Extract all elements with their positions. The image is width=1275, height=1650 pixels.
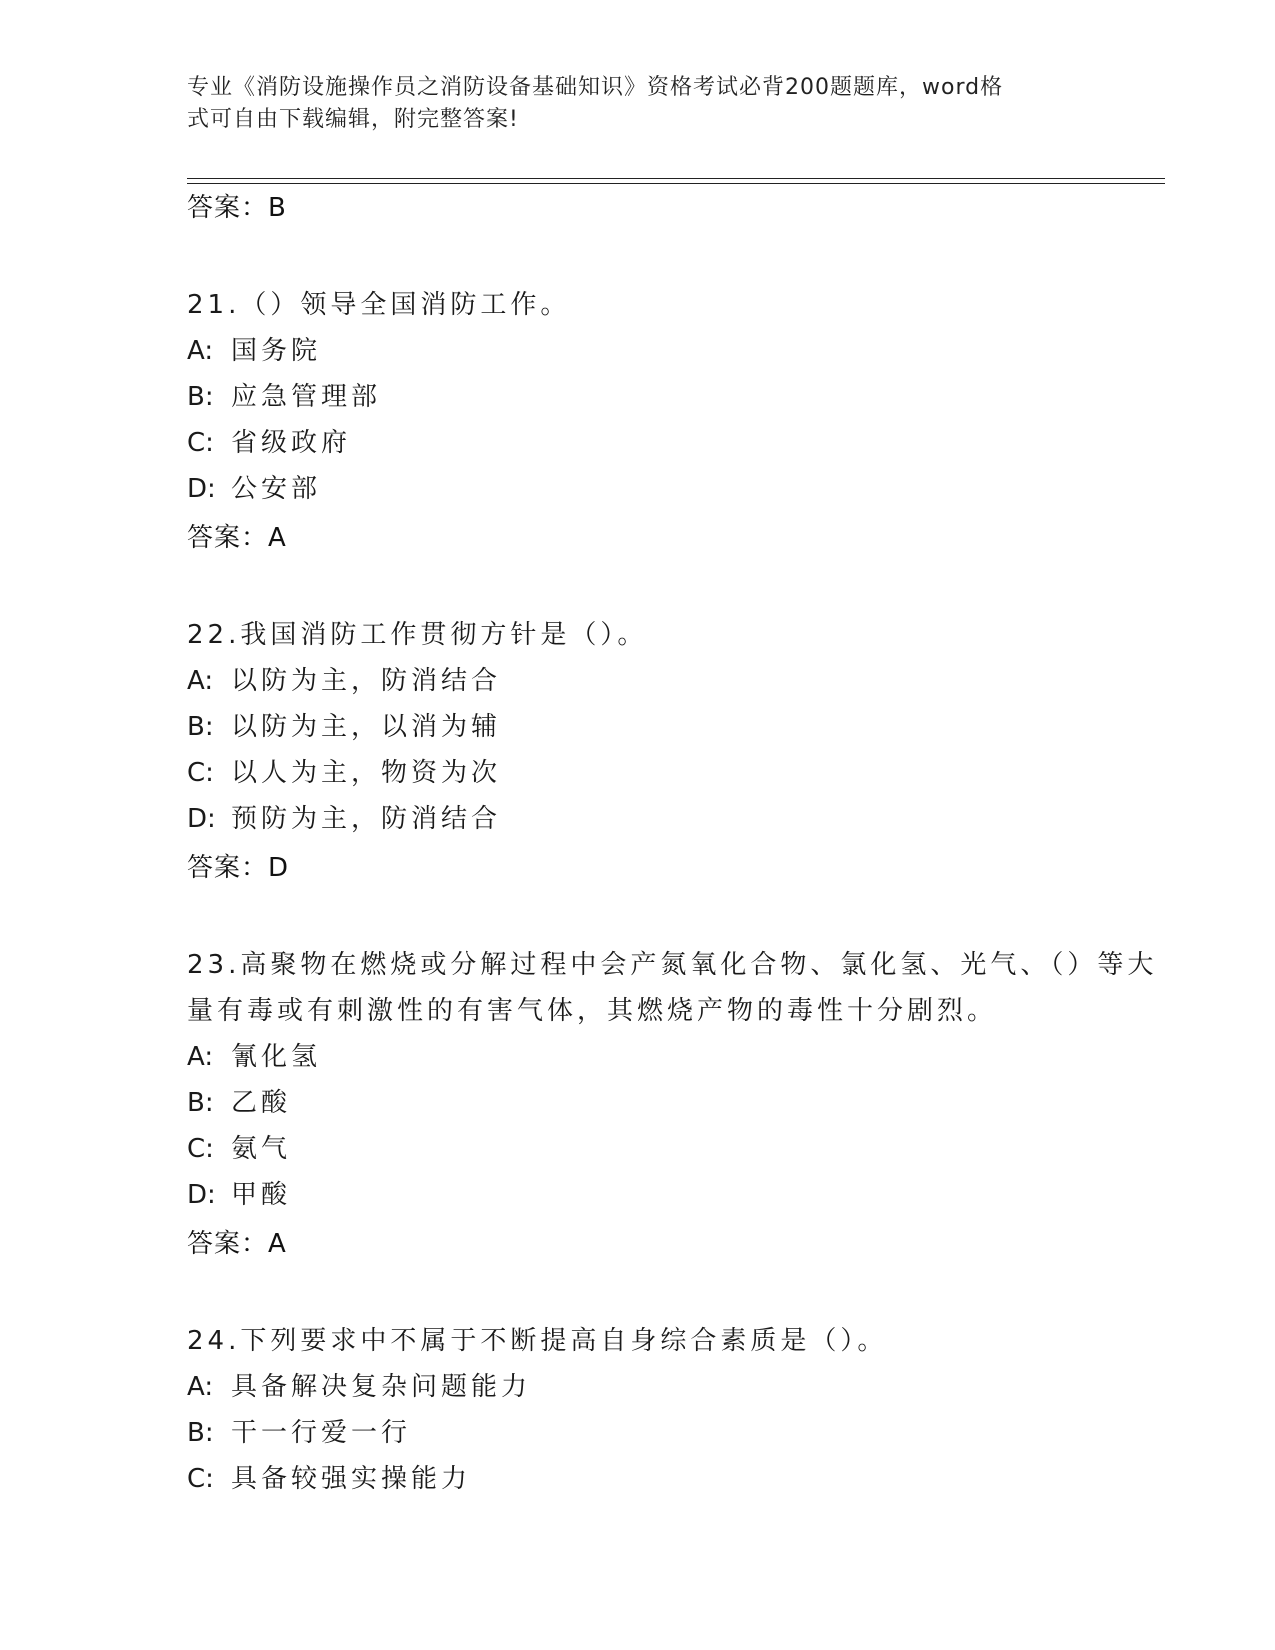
header-line-2: 式可自由下载编辑，附完整答案!: [187, 107, 519, 132]
question-text: 23.高聚物在燃烧或分解过程中会产氮氧化合物、氯化氢、光气、（）等大量有毒或有刺激性的有害气体，其燃烧产物的毒性十分剧烈。: [187, 950, 1158, 1026]
option-b: [187, 1410, 1165, 1456]
option-text: 省级政府: [231, 428, 352, 458]
option-b: [187, 374, 1165, 420]
question-text: 21.（）领导全国消防工作。: [187, 290, 571, 320]
option-text: 预防为主，防消结合: [231, 804, 502, 834]
option-c: [187, 420, 1165, 466]
question-answer: 答案：D: [187, 853, 290, 883]
option-key: C:: [187, 758, 214, 788]
option-key: B:: [187, 382, 214, 412]
option-key: C:: [187, 1464, 214, 1494]
option-key: A:: [187, 1042, 214, 1072]
question-block: [187, 1318, 1165, 1502]
question-block: [187, 942, 1165, 1262]
option-a: [187, 1364, 1165, 1410]
question-block: [187, 282, 1165, 556]
option-key: A:: [187, 666, 214, 696]
option-text: 应急管理部: [231, 382, 382, 412]
header-divider: [187, 178, 1165, 179]
option-text: 国务院: [231, 336, 322, 366]
option-text: 以人为主，物资为次: [231, 758, 502, 788]
option-key: B:: [187, 712, 214, 742]
option-b: [187, 1080, 1165, 1126]
header-divider-second: [187, 183, 1165, 184]
option-text: 以防为主，以消为辅: [231, 712, 502, 742]
question-text: 22.我国消防工作贯彻方针是（）。: [187, 620, 648, 650]
option-key: D:: [187, 1180, 216, 1210]
option-text: 乙酸: [231, 1088, 292, 1118]
option-c: [187, 1456, 1165, 1502]
option-key: A:: [187, 1372, 214, 1402]
document-header: [187, 72, 1077, 136]
option-text: 公安部: [231, 474, 322, 504]
previous-answer: 答案：B: [187, 193, 287, 223]
option-key: B:: [187, 1088, 214, 1118]
option-d: [187, 796, 1165, 842]
document-page: [187, 0, 1165, 1650]
option-b: [187, 704, 1165, 750]
option-d: [187, 1172, 1165, 1218]
option-key: D:: [187, 474, 216, 504]
option-text: 以防为主，防消结合: [231, 666, 502, 696]
option-a: [187, 658, 1165, 704]
question-answer: 答案：A: [187, 1229, 287, 1259]
option-key: C:: [187, 428, 214, 458]
option-text: 氰化氢: [231, 1042, 322, 1072]
option-key: A:: [187, 336, 214, 366]
option-key: C:: [187, 1134, 214, 1164]
option-text: 具备解决复杂问题能力: [231, 1372, 532, 1402]
option-c: [187, 1126, 1165, 1172]
question-list: [187, 190, 1165, 1502]
option-text: 氨气: [231, 1134, 292, 1164]
option-text: 干一行爱一行: [231, 1418, 412, 1448]
question-text: 24.下列要求中不属于不断提高自身综合素质是（）。: [187, 1326, 888, 1356]
option-key: D:: [187, 804, 216, 834]
option-d: [187, 466, 1165, 512]
option-a: [187, 1034, 1165, 1080]
option-key: B:: [187, 1418, 214, 1448]
option-text: 甲酸: [231, 1180, 292, 1210]
option-text: 具备较强实操能力: [231, 1464, 472, 1494]
question-block: [187, 612, 1165, 886]
header-line-1: 专业《消防设施操作员之消防设备基础知识》资格考试必背200题题库，word格: [187, 75, 1004, 100]
option-c: [187, 750, 1165, 796]
question-answer: 答案：A: [187, 523, 287, 553]
option-a: [187, 328, 1165, 374]
